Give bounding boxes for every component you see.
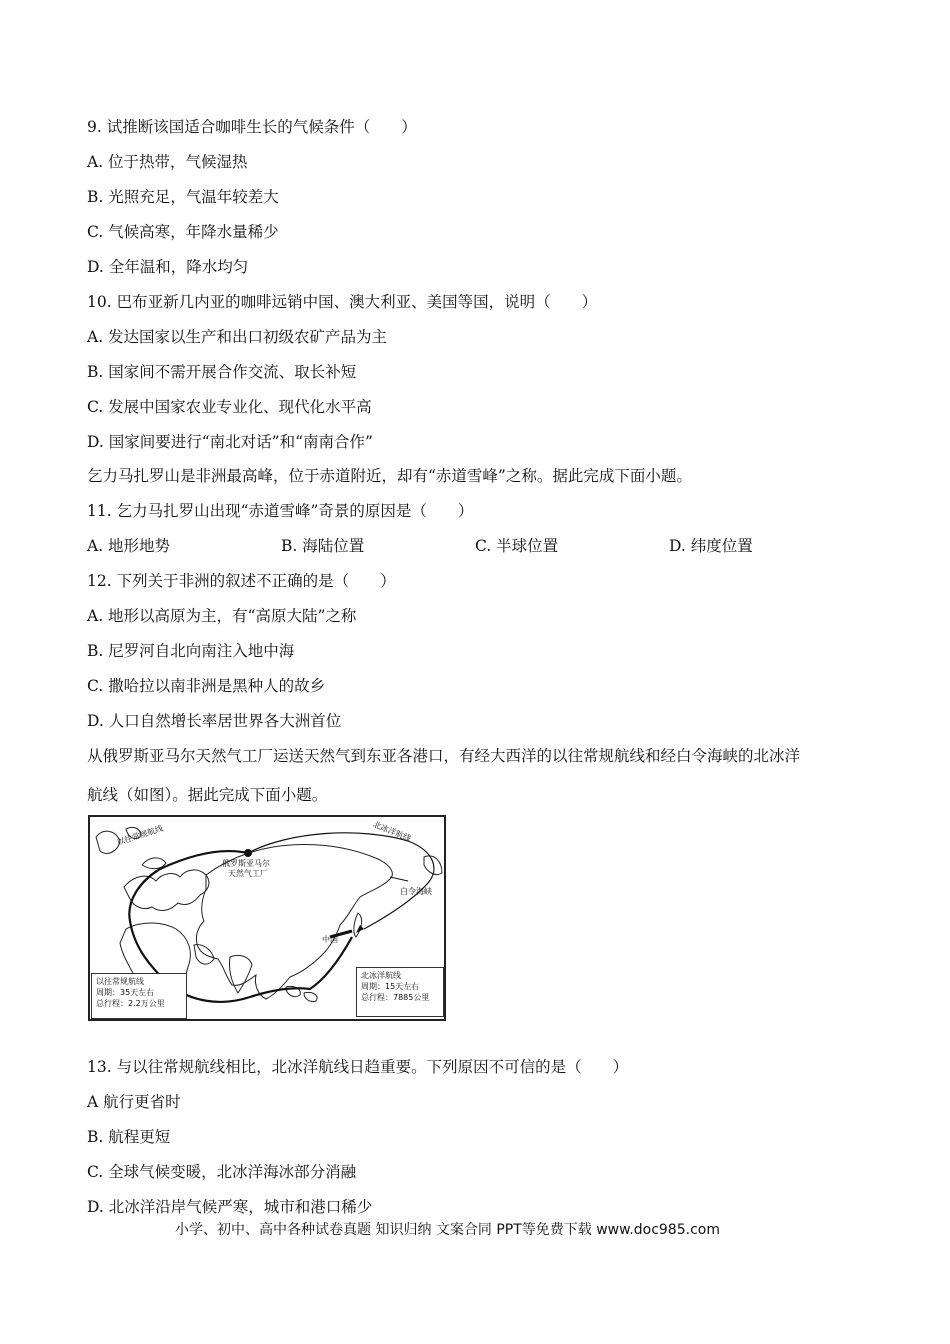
- label-factory-1: 俄罗斯亚马尔: [222, 859, 270, 868]
- shipping-route-map: [88, 815, 446, 1021]
- passage-shipping-line2: 航线（如图）。据此完成下面小题。: [87, 786, 328, 804]
- q12-stem: 12. 下列关于非洲的叙述不正确的是（ ）: [87, 572, 396, 590]
- q9-option-a: A. 位于热带，气候湿热: [87, 153, 248, 171]
- q12-option-c: C. 撒哈拉以南非洲是黑种人的故乡: [87, 677, 326, 695]
- bering-pointer: [390, 877, 408, 881]
- q10-option-b: B. 国家间不需开展合作交流、取长补短: [87, 363, 357, 381]
- label-factory-2: 天然气工厂: [228, 869, 268, 878]
- legend-arctic-distance: 总行程：7885公里: [361, 993, 430, 1002]
- q9-stem: 9. 试推断该国适合咖啡生长的气候条件（ ）: [87, 118, 417, 136]
- q13-option-c: C. 全球气候变暖，北冰洋海冰部分消融: [87, 1163, 357, 1181]
- q11-option-d: D. 纬度位置: [669, 537, 753, 555]
- label-china: 中国: [322, 935, 338, 944]
- page-footer: 小学、初中、高中各种试卷真题 知识归纳 文案合同 PPT等免费下载 www.doc985.com: [175, 1222, 720, 1238]
- q10-option-c: C. 发展中国家农业专业化、现代化水平高: [87, 398, 372, 416]
- q10-option-a: A. 发达国家以生产和出口初级农矿产品为主: [87, 328, 388, 346]
- q11-option-b: B. 海陆位置: [281, 537, 365, 555]
- q11-option-c: C. 半球位置: [475, 537, 559, 555]
- label-arctic-route: 北冰洋航线: [371, 819, 413, 844]
- q11-option-a: A. 地形地势: [87, 537, 171, 555]
- legend-conventional: [91, 973, 187, 1019]
- q9-option-d: D. 全年温和，降水均匀: [87, 258, 249, 276]
- factory-marker: [244, 849, 252, 857]
- label-bering-strait: 白令海峡: [400, 887, 432, 896]
- passage-shipping-line1: 从俄罗斯亚马尔天然气工厂运送天然气到东亚各港口，有经大西洋的以往常规航线和经白令海峡的北冰洋: [87, 747, 801, 765]
- legend-conventional-period: 周期：35天左右: [96, 988, 155, 997]
- q13-option-a: A 航行更省时: [87, 1093, 181, 1111]
- q12-option-b: B. 尼罗河自北向南注入地中海: [87, 642, 295, 660]
- legend-arctic: [356, 967, 444, 1017]
- label-conventional-route: 以往常规航线: [115, 823, 165, 848]
- legend-conventional-title: 以往常规航线: [96, 977, 144, 986]
- legend-arctic-period: 周期：15天左右: [361, 982, 420, 991]
- q9-option-c: C. 气候高寒，年降水量稀少: [87, 223, 279, 241]
- legend-conventional-distance: 总行程：2.2万公里: [96, 999, 165, 1008]
- q12-option-d: D. 人口自然增长率居世界各大洲首位: [87, 712, 342, 730]
- q9-option-b: B. 光照充足，气温年较差大: [87, 188, 279, 206]
- q12-option-a: A. 地形以高原为主，有“高原大陆”之称: [87, 607, 357, 625]
- legend-arctic-title: 北冰洋航线: [361, 971, 401, 980]
- q13-stem: 13. 与以往常规航线相比，北冰洋航线日趋重要。下列原因不可信的是（ ）: [87, 1058, 629, 1076]
- q13-option-b: B. 航程更短: [87, 1128, 171, 1146]
- q10-stem: 10. 巴布亚新几内亚的咖啡远销中国、澳大利亚、美国等国，说明（ ）: [87, 293, 598, 311]
- q10-option-d: D. 国家间要进行“南北对话”和“南南合作”: [87, 433, 373, 451]
- arctic-route-arrow: [356, 925, 364, 933]
- passage-kilimanjaro: 乞力马扎罗山是非洲最高峰，位于赤道附近，却有“赤道雪峰”之称。据此完成下面小题。: [87, 467, 692, 485]
- q13-option-d: D. 北冰洋沿岸气候严寒，城市和港口稀少: [87, 1198, 373, 1216]
- q11-stem: 11. 乞力马扎罗山出现“赤道雪峰”奇景的原因是（ ）: [87, 502, 474, 520]
